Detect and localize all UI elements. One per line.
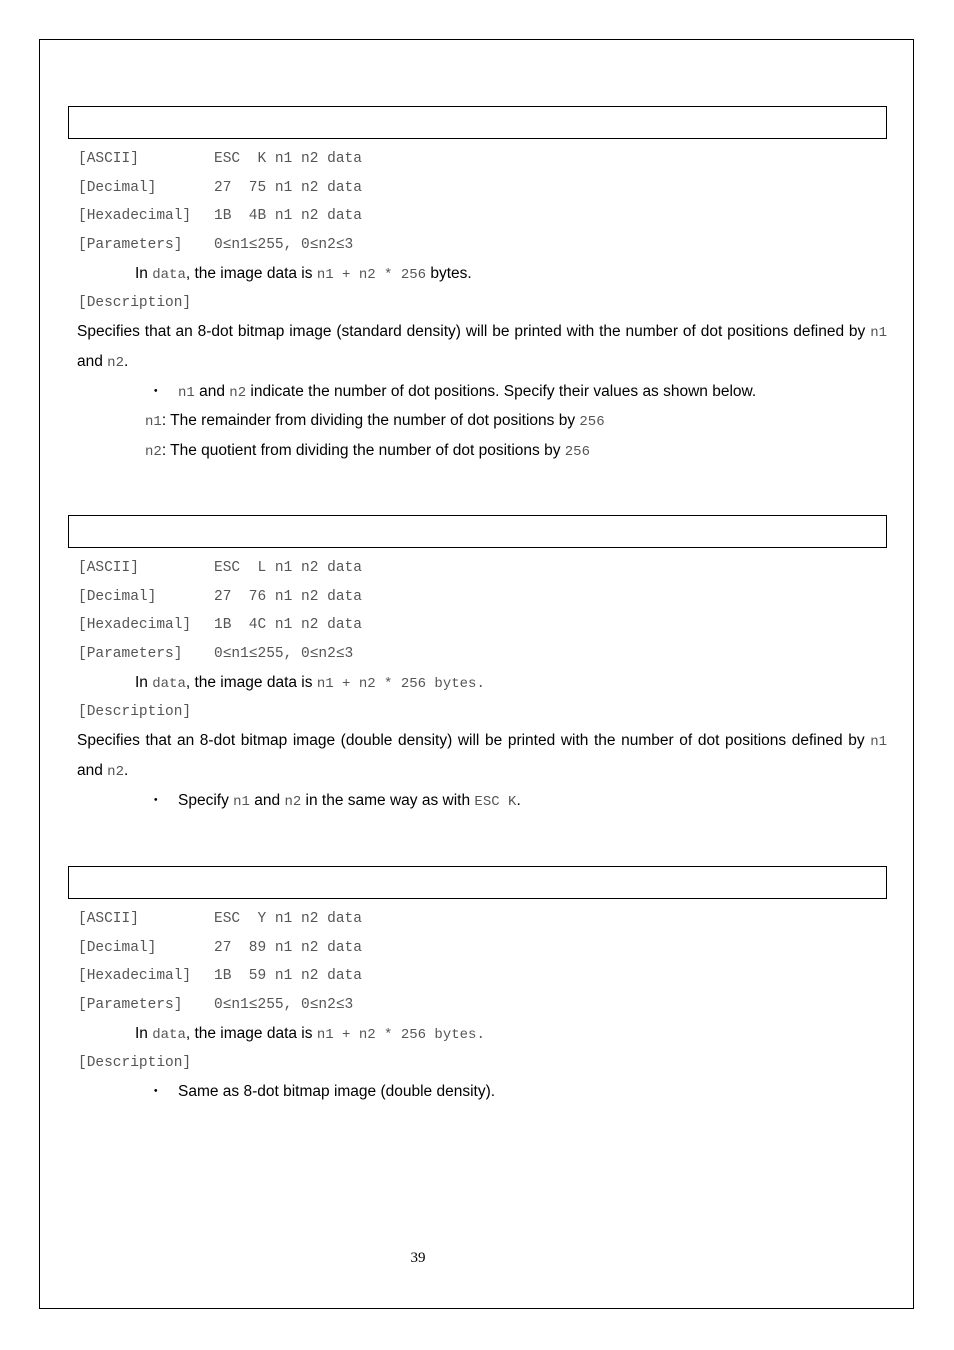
section-esc-l (68, 515, 887, 816)
sub2-num: 256 (564, 443, 590, 460)
decimal-value: 27 76 n1 n2 data (214, 588, 362, 605)
sub1-code: n1 (145, 414, 162, 431)
params-line (68, 640, 887, 669)
decimal-label: [Decimal] (78, 939, 157, 956)
ascii-value: ESC L n1 n2 data (214, 560, 362, 576)
hex-line (68, 962, 887, 991)
bullet-item (68, 378, 887, 408)
sub2-text: : The quotient from dividing the number of dot positions by (161, 441, 565, 459)
note-mid: , the image data is (185, 673, 317, 691)
hex-value: 1B 59 n1 n2 data (214, 968, 362, 985)
sub-item-n2 (68, 437, 887, 467)
bullet-n1: n1 (178, 384, 195, 401)
section-esc-y (68, 866, 887, 1107)
bullet-code: ESC K (474, 793, 517, 810)
bullet-end: . (516, 791, 521, 809)
description-text (68, 318, 887, 377)
section-header-box (68, 866, 887, 899)
bullet-and: and (249, 791, 285, 809)
note-suffix: bytes. (430, 264, 472, 282)
data-size-note (68, 260, 887, 290)
bullet-mark: ・ (148, 1083, 164, 1101)
note-prefix: In (135, 673, 153, 691)
description-text (68, 727, 887, 786)
bullet-n2: n2 (229, 384, 247, 401)
decimal-label: [Decimal] (78, 588, 157, 605)
note-mid: , the image data is (185, 264, 317, 282)
desc-end: . (123, 761, 129, 779)
params-label: [Parameters] (78, 997, 183, 1014)
desc-text: Specifies that an 8-dot bitmap image (double density) will be printed with the number of dot positions defined by (77, 732, 871, 750)
decimal-line (68, 583, 887, 612)
decimal-line (68, 174, 887, 203)
hex-line (68, 611, 887, 640)
hex-label: [Hexadecimal] (78, 617, 192, 634)
hex-line (68, 202, 887, 231)
section-header-box (68, 515, 887, 548)
bullet-n2: n2 (284, 793, 302, 810)
section-esc-k (68, 106, 887, 467)
hex-value: 1B 4B n1 n2 data (214, 208, 362, 225)
hex-label: [Hexadecimal] (78, 968, 192, 985)
note-formula: n1 + n2 * 256 bytes. (316, 1026, 485, 1043)
params-line (68, 991, 887, 1020)
desc-n2: n2 (107, 763, 124, 780)
params-label: [Parameters] (78, 237, 183, 254)
bullet-item (68, 787, 887, 817)
ascii-value: ESC K n1 n2 data (214, 151, 362, 167)
note-prefix: In (135, 264, 153, 282)
bullet-mid: in the same way as with (301, 791, 475, 809)
ascii-label: [ASCII] (78, 560, 139, 576)
description-label: [Description] (78, 1055, 192, 1072)
bullet-item (68, 1078, 887, 1107)
data-size-note (68, 1020, 887, 1050)
decimal-value: 27 75 n1 n2 data (214, 179, 362, 196)
note-code: data (152, 675, 186, 692)
params-line (68, 231, 887, 260)
ascii-label: [ASCII] (78, 911, 139, 927)
hex-value: 1B 4C n1 n2 data (214, 617, 362, 634)
note-code: data (152, 1026, 186, 1043)
hex-label: [Hexadecimal] (78, 208, 192, 225)
desc-and: and (77, 352, 108, 370)
bullet-n1: n1 (233, 793, 250, 810)
ascii-label: [ASCII] (78, 151, 139, 167)
ascii-line (68, 145, 887, 174)
decimal-value: 27 89 n1 n2 data (214, 939, 362, 956)
sub1-text: : The remainder from dividing the number of dot positions by (161, 412, 580, 430)
note-code: data (152, 266, 186, 283)
sub-item-n1 (68, 407, 887, 437)
bullet-and: and (194, 382, 230, 400)
data-size-note (68, 669, 887, 699)
note-formula: n1 + n2 * 256 bytes. (316, 675, 485, 692)
desc-n1: n1 (870, 325, 887, 342)
decimal-line (68, 934, 887, 963)
note-formula: n1 + n2 * 256 (316, 266, 427, 283)
params-value: 0≤n1≤255, 0≤n2≤3 (214, 997, 354, 1014)
note-mid: , the image data is (185, 1024, 317, 1042)
ascii-line (68, 905, 887, 934)
bullet-mark: ・ (148, 382, 164, 400)
params-value: 0≤n1≤255, 0≤n2≤3 (214, 646, 354, 663)
params-label: [Parameters] (78, 646, 183, 663)
decimal-label: [Decimal] (78, 179, 157, 196)
section-header-box (68, 106, 887, 139)
ascii-line (68, 554, 887, 583)
bullet-text: indicate the number of dot positions. Specify their values as shown below. (246, 382, 757, 400)
desc-n2: n2 (107, 354, 124, 371)
bullet-mark: ・ (148, 791, 164, 809)
params-value: 0≤n1≤255, 0≤n2≤3 (214, 237, 354, 254)
note-prefix: In (135, 1024, 153, 1042)
page-number: 39 (410, 1250, 426, 1266)
desc-end: . (123, 352, 129, 370)
sub2-code: n2 (145, 443, 162, 460)
bullet-text: Same as 8-dot bitmap image (double density). (178, 1083, 496, 1101)
desc-n1: n1 (870, 734, 887, 751)
desc-and: and (77, 761, 108, 779)
description-label: [Description] (78, 704, 192, 721)
description-label: [Description] (78, 295, 192, 312)
sub1-num: 256 (579, 414, 605, 431)
desc-text: Specifies that an 8-dot bitmap image (standard density) will be printed with the number of dot positions defined by (77, 323, 871, 341)
bullet-pre: Specify (178, 791, 234, 809)
ascii-value: ESC Y n1 n2 data (214, 911, 362, 927)
